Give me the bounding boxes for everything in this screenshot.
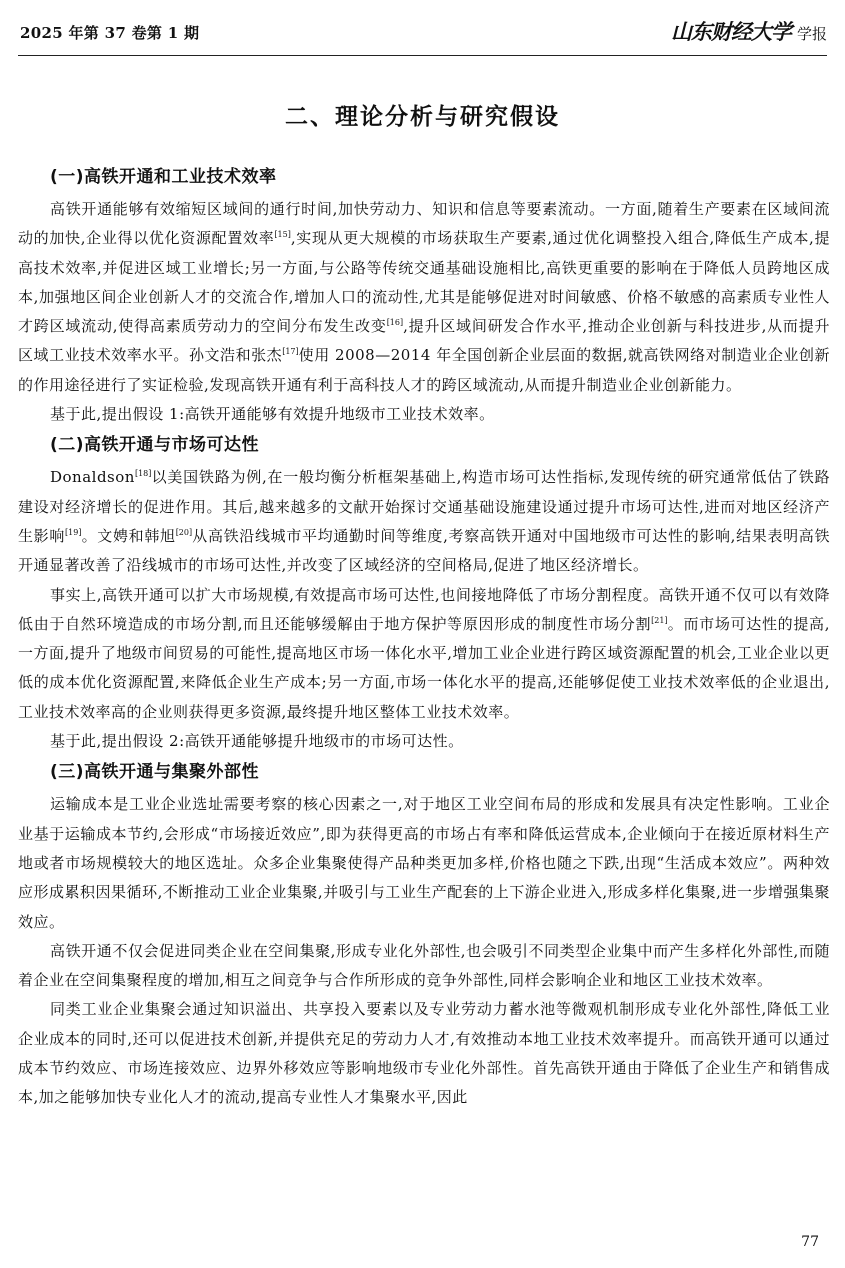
citation-ref: [17] (282, 347, 299, 357)
citation-ref: [15] (274, 230, 291, 240)
citation-ref: [19] (65, 527, 82, 537)
page-header (0, 0, 845, 58)
issue-info: 2025 年第 37 卷第 1 期 (20, 24, 200, 42)
subsection-heading: (一)高铁开通和工业技术效率 (50, 167, 277, 187)
journal-title (671, 16, 827, 46)
journal-logo: 山东财经大学 (670, 19, 791, 44)
body-paragraph: Donaldson[18]以美国铁路为例,在一般均衡分析框架基础上,构造市场可达性指标,发现传统的研究通常低估了铁路建设对经济增长的促进作用。其后,越来越多的文献开始探讨交通基础设施建设通过提升市场可达性,进而对地区经济产生影响[19]。文娉和韩旭[20]从高铁沿线城市平均通勤时间等维度,考察高铁开通对中国地级市可达性的影响,结果表明高铁开通显著改善了沿线城市的市场可达性,并改变了区域经济的空间格局,促进了地区经济增长。 (18, 468, 830, 575)
section-title: 二、理论分析与研究假设 (285, 104, 560, 130)
citation-ref: [20] (175, 527, 193, 537)
subsection-heading: (二)高铁开通与市场可达性 (50, 435, 260, 456)
citation-ref: [18] (134, 469, 152, 479)
body-paragraph: 事实上,高铁开通可以扩大市场规模,有效提高市场可达性,也间接地降低了市场分割程度。高铁开通不仅可以有效降低由于自然环境造成的市场分割,而且还能够缓解由于地方保护等原因形成的制度性市场分割[21]。而市场可达性的提高,一方面,提升了地级市间贸易的可能性,提高地区市场一体化水平,增加工业企业进行跨区域资源配置的机会,工业企业以更低的成本优化资源配置,来降低企业生产成本;另一方面,市场一体化水平的提高,还能够促使工业技术效率低的企业退出,工业技术效率高的企业则获得更多资源,最终提升地区整体工业技术效率。 (18, 585, 830, 721)
article-body (18, 163, 830, 1115)
citation-ref: [21] (651, 615, 668, 625)
body-paragraph: 运输成本是工业企业选址需要考察的核心因素之一,对于地区工业空间布局的形成和发展具有决定性影响。工业企业基于运输成本节约,会形成“市场接近效应”,即为获得更高的市场占有率和降低运营成本,企业倾向于在接近原材料生产地或者市场规模较大的地区选址。众多企业集聚使得产品种类更加多样,价格也随之下跌,出现“生活成本效应”。两种效应形成累积因果循环,不断推动工业企业集聚,并吸引与工业生产配套的上下游企业进入,形成多样化集聚,进一步增强集聚效应。 (18, 795, 830, 931)
header-divider (18, 55, 827, 56)
subsection-heading: (三)高铁开通与集聚外部性 (50, 762, 260, 783)
body-paragraph: 高铁开通能够有效缩短区域间的通行时间,加快劳动力、知识和信息等要素流动。一方面,随着生产要素在区域间流动的加快,企业得以优化资源配置效率[15],实现从更大规模的市场获取生产要素,通过优化调整投入组合,降低生产成本,提高技术效率,并促进区域工业增长;另一方面,与公路等传统交通基础设施相比,高铁更重要的影响在于降低人员跨地区成本,加强地区间企业创新人才的交流合作,增加人口的流动性,尤其是能够促进对时间敏感、价格不敏感的高素质专业性人才跨区域流动,使得高素质劳动力的空间分布发生改变[16],提升区域间研发合作水平,推动企业创新与科技进步,从而提升区域工业技术效率水平。孙文浩和张杰[17]使用 2008—2014 年全国创新企业层面的数据,就高铁网络对制造业企业创新的作用途径进行了实证检验,发现高铁开通有利于高科技人才的跨区域流动,从而提升制造业企业创新能力。 (18, 200, 830, 394)
page-number: 77 (801, 1234, 819, 1250)
journal-suffix: 学报 (796, 25, 827, 43)
citation-ref: [16] (386, 318, 404, 328)
body-paragraph: 高铁开通不仅会促进同类企业在空间集聚,形成专业化外部性,也会吸引不同类型企业集中而产生多样化外部性,而随着企业在空间集聚程度的增加,相互之间竞争与合作所形成的竞争外部性,同样会影响企业和地区工业技术效率。 (18, 941, 830, 990)
body-paragraph: 同类工业企业集聚会通过知识溢出、共享投入要素以及专业劳动力蓄水池等微观机制形成专业化外部性,降低工业企业成本的同时,还可以促进技术创新,并提供充足的劳动力人才,有效推动本地工业技术效率提升。而高铁开通可以通过成本节约效应、市场连接效应、边界外移效应等影响地级市专业化外部性。首先高铁开通由于降低了企业生产和销售成本,加之能够加快专业化人才的流动,提高专业性人才集聚水平,因此 (18, 1000, 830, 1107)
body-paragraph: 基于此,提出假设 1:高铁开通能够有效提升地级市工业技术效率。 (50, 405, 495, 424)
body-paragraph: 基于此,提出假设 2:高铁开通能够提升地级市的市场可达性。 (50, 732, 464, 751)
